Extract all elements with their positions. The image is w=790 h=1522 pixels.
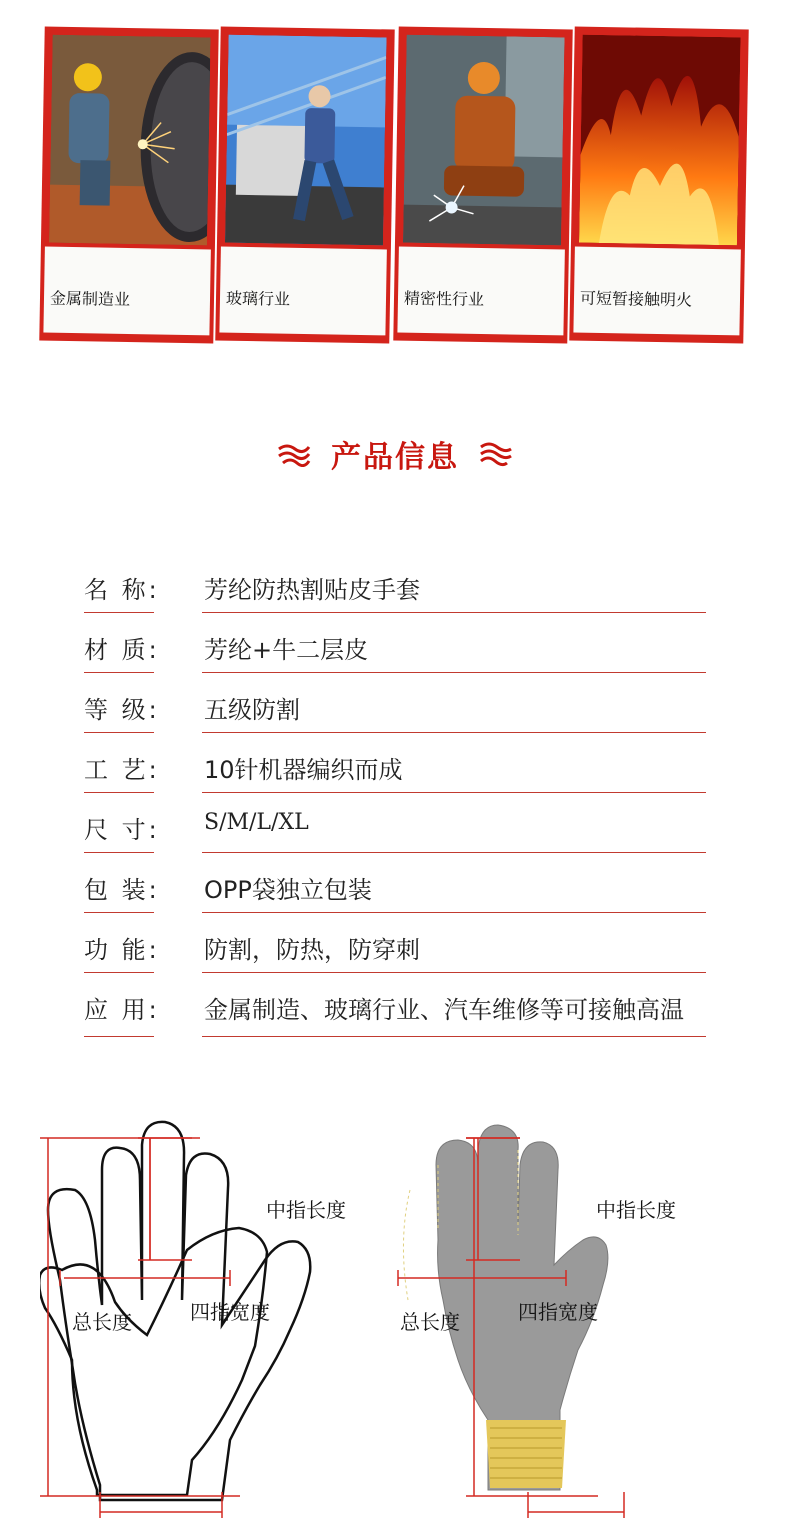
industry-card-flame [569,27,748,344]
spec-label: 名 称: [84,576,160,604]
spec-row-application [84,986,706,1046]
divider [84,612,154,613]
divider [202,612,706,613]
spec-row-function [84,926,706,986]
welder-photo [403,35,565,246]
spec-value: S/M/L/XL [204,810,309,835]
divider [84,972,154,973]
spec-label: 包 装: [84,876,160,904]
divider [202,792,706,793]
section-header [0,430,790,478]
industry-caption: 精密性行业 [397,247,564,336]
spec-value: 芳纶防热割贴皮手套 [204,576,420,604]
divider [202,732,706,733]
spec-label: 等 级: [84,696,160,724]
spec-value: 芳纶+牛二层皮 [204,636,369,664]
spec-row-size [84,806,706,866]
middle-finger-label: 中指长度 [266,1198,346,1222]
spec-label: 尺 寸: [84,816,160,844]
divider [202,852,706,853]
divider [84,732,154,733]
industry-card-metal [39,27,218,344]
divider [84,792,154,793]
middle-finger-label: 中指长度 [596,1198,676,1222]
spec-label: 功 能: [84,936,160,964]
grinding-worker-photo [49,35,211,246]
industry-card-precision [393,27,572,344]
spec-row-name [84,566,706,626]
glove-outline-diagram [40,1120,390,1520]
spec-label: 应 用: [84,996,160,1024]
industry-caption: 玻璃行业 [219,247,386,336]
four-finger-width-label: 四指宽度 [190,1300,270,1324]
divider [84,852,154,853]
divider [84,912,154,913]
wave-ornament-left-icon [277,441,311,467]
divider [202,1036,706,1037]
industry-card-glass [215,27,394,344]
total-length-label: 总长度 [72,1310,132,1334]
spec-row-packaging [84,866,706,926]
spec-value: OPP袋独立包装 [204,876,372,904]
flame-photo [579,35,741,246]
spec-value: 10针机器编织而成 [204,756,403,784]
spec-value: 防割，防热，防穿刺 [204,936,420,964]
spec-value: 金属制造、玻璃行业、汽车维修等可接触高温 [204,996,684,1024]
glass-handling-photo [225,35,387,246]
divider [202,972,706,973]
industry-caption: 可短暂接触明火 [573,247,740,336]
industry-caption: 金属制造业 [43,247,210,336]
four-finger-width-label: 四指宽度 [518,1300,598,1324]
section-title: 产品信息 [331,440,459,475]
glove-photo-diagram [368,1120,718,1520]
total-length-label: 总长度 [400,1310,460,1334]
divider [84,672,154,673]
divider [84,1036,154,1037]
divider [202,912,706,913]
spec-row-process [84,746,706,806]
spec-row-material [84,626,706,686]
spec-row-grade [84,686,706,746]
spec-label: 材 质: [84,636,160,664]
wave-ornament-right-icon [479,441,513,467]
spec-label: 工 艺: [84,756,160,784]
spec-value: 五级防割 [204,696,300,724]
divider [202,672,706,673]
